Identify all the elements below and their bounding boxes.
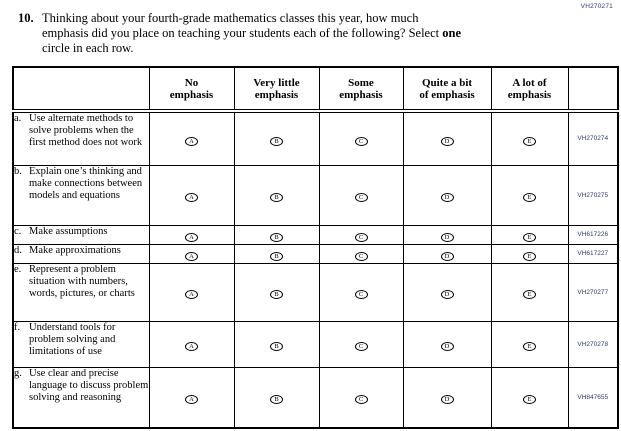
header-line: Very little: [253, 76, 300, 89]
row-label-text: Understand tools for problem solving and limitations of use: [29, 321, 116, 357]
answer-oval-b-e[interactable]: E: [523, 193, 536, 202]
answer-oval-e-c[interactable]: C: [355, 290, 368, 299]
row-code-f: VH270278: [568, 321, 618, 367]
page-code: VH270271: [580, 3, 613, 10]
option-cell-f-e: [491, 321, 568, 367]
row-label-text: Use clear and precise language to discuss problem solving and reasoning: [29, 367, 149, 403]
row-label-f: [13, 321, 149, 367]
emphasis-table: [12, 66, 619, 429]
answer-oval-b-b[interactable]: B: [270, 193, 283, 202]
row-letter: e.: [14, 263, 22, 275]
option-cell-b-a: [149, 165, 234, 225]
answer-oval-d-b[interactable]: B: [270, 252, 283, 261]
row-label-text: Use alternate methods to solve problems when the first method does not work: [29, 113, 143, 148]
answer-oval-a-a[interactable]: A: [185, 137, 198, 146]
answer-oval-e-b[interactable]: B: [270, 290, 283, 299]
header-line: of emphasis: [419, 88, 475, 101]
answer-oval-f-b[interactable]: B: [270, 342, 283, 351]
row-label-column-header: [13, 67, 149, 111]
option-cell-e-d: [403, 263, 491, 321]
option-cell-f-c: [319, 321, 403, 367]
option-cell-f-b: [234, 321, 319, 367]
answer-oval-e-e[interactable]: E: [523, 290, 536, 299]
row-letter: b.: [14, 165, 22, 177]
table-row-a: [13, 111, 618, 165]
answer-oval-c-b[interactable]: B: [270, 233, 283, 242]
question-line: emphasis did you place on teaching your students each of the following? Select one: [42, 26, 461, 40]
row-label-text: Make assumptions: [29, 225, 108, 237]
row-label-c: [13, 225, 149, 244]
option-cell-a-b: [234, 111, 319, 165]
answer-oval-b-d[interactable]: D: [441, 193, 454, 202]
option-cell-a-a: [149, 111, 234, 165]
answer-oval-d-a[interactable]: A: [185, 252, 198, 261]
question-line: Thinking about your fourth-grade mathematics classes this year, how much: [42, 11, 419, 25]
answer-oval-f-c[interactable]: C: [355, 342, 368, 351]
option-cell-g-c: [319, 367, 403, 428]
option-cell-a-d: [403, 111, 491, 165]
answer-oval-f-d[interactable]: D: [441, 342, 454, 351]
table-row-f: [13, 321, 618, 367]
question-number: 10.: [18, 11, 34, 25]
row-label-text: Explain one’s thinking and make connections between models and equations: [29, 165, 143, 201]
row-code-c: VH617226: [568, 225, 618, 244]
option-cell-b-e: [491, 165, 568, 225]
question-lines: [42, 11, 461, 56]
answer-oval-f-a[interactable]: A: [185, 342, 198, 351]
table-row-d: [13, 244, 618, 263]
option-cell-d-a: [149, 244, 234, 263]
answer-oval-a-e[interactable]: E: [523, 137, 536, 146]
table-row-b: [13, 165, 618, 225]
header-line: emphasis: [169, 88, 214, 101]
row-letter: d.: [14, 244, 22, 256]
option-cell-d-d: [403, 244, 491, 263]
answer-oval-c-a[interactable]: A: [185, 233, 198, 242]
row-letter: c.: [14, 225, 22, 237]
answer-oval-c-c[interactable]: C: [355, 233, 368, 242]
code-column-header: [568, 67, 618, 111]
answer-oval-g-e[interactable]: E: [523, 395, 536, 404]
header-line: Some: [348, 76, 374, 89]
column-header-very-little-emphasis: [234, 67, 319, 111]
row-letter: f.: [14, 321, 21, 333]
table-row-e: [13, 263, 618, 321]
column-header-no-emphasis: [149, 67, 234, 111]
row-label-b: [13, 165, 149, 225]
answer-oval-e-d[interactable]: D: [441, 290, 454, 299]
table-row-g: [13, 367, 618, 428]
option-cell-c-a: [149, 225, 234, 244]
header-line: emphasis: [254, 88, 299, 101]
question-block: [18, 11, 461, 56]
answer-oval-f-e[interactable]: E: [523, 342, 536, 351]
row-label-a: [13, 111, 149, 165]
answer-oval-d-d[interactable]: D: [441, 252, 454, 261]
row-label-e: [13, 263, 149, 321]
option-cell-g-a: [149, 367, 234, 428]
answer-oval-a-d[interactable]: D: [441, 137, 454, 146]
option-cell-f-d: [403, 321, 491, 367]
option-cell-e-a: [149, 263, 234, 321]
row-label-text: Represent a problem situation with numbers, words, pictures, or charts: [29, 263, 135, 299]
answer-oval-g-c[interactable]: C: [355, 395, 368, 404]
option-cell-d-e: [491, 244, 568, 263]
row-code-a: VH270274: [568, 111, 618, 165]
option-cell-f-a: [149, 321, 234, 367]
table-row-c: [13, 225, 618, 244]
answer-oval-b-a[interactable]: A: [185, 193, 198, 202]
column-header-quite-a-bit-of-emphasis: [403, 67, 491, 111]
row-code-g: VH847655: [568, 367, 618, 428]
option-cell-e-c: [319, 263, 403, 321]
table-body: [13, 111, 618, 428]
answer-oval-d-e[interactable]: E: [523, 252, 536, 261]
option-cell-b-b: [234, 165, 319, 225]
answer-oval-c-e[interactable]: E: [523, 233, 536, 242]
row-code-e: VH270277: [568, 263, 618, 321]
option-cell-e-b: [234, 263, 319, 321]
row-code-d: VH617227: [568, 244, 618, 263]
option-cell-b-d: [403, 165, 491, 225]
option-cell-a-e: [491, 111, 568, 165]
option-cell-c-b: [234, 225, 319, 244]
header-line: emphasis: [507, 88, 552, 101]
row-label-d: [13, 244, 149, 263]
option-cell-g-e: [491, 367, 568, 428]
header-line: Quite a bit: [421, 76, 473, 89]
header-row: [13, 67, 618, 111]
row-label-g: [13, 367, 149, 428]
column-header-some-emphasis: [319, 67, 403, 111]
row-letter: a.: [14, 113, 22, 124]
option-cell-g-b: [234, 367, 319, 428]
answer-oval-g-b[interactable]: B: [270, 395, 283, 404]
option-cell-d-c: [319, 244, 403, 263]
header-line: emphasis: [339, 88, 383, 101]
answer-oval-e-a[interactable]: A: [185, 290, 198, 299]
answer-oval-d-c[interactable]: C: [355, 252, 368, 261]
option-cell-g-d: [403, 367, 491, 428]
option-cell-c-e: [491, 225, 568, 244]
row-code-b: VH270275: [568, 165, 618, 225]
option-cell-c-c: [319, 225, 403, 244]
option-cell-d-b: [234, 244, 319, 263]
row-label-text: Make approximations: [29, 244, 121, 256]
column-header-a-lot-of-emphasis: [491, 67, 568, 111]
answer-oval-a-c[interactable]: C: [355, 137, 368, 146]
row-letter: g.: [14, 367, 22, 379]
answer-oval-b-c[interactable]: C: [355, 193, 368, 202]
answer-oval-a-b[interactable]: B: [270, 137, 283, 146]
answer-oval-c-d[interactable]: D: [441, 233, 454, 242]
option-cell-b-c: [319, 165, 403, 225]
answer-oval-g-d[interactable]: D: [441, 395, 454, 404]
header-line: No: [184, 76, 199, 89]
option-cell-e-e: [491, 263, 568, 321]
option-cell-a-c: [319, 111, 403, 165]
option-cell-c-d: [403, 225, 491, 244]
header-line: A lot of: [512, 76, 547, 89]
question-line: circle in each row.: [42, 41, 134, 55]
answer-oval-g-a[interactable]: A: [185, 395, 198, 404]
